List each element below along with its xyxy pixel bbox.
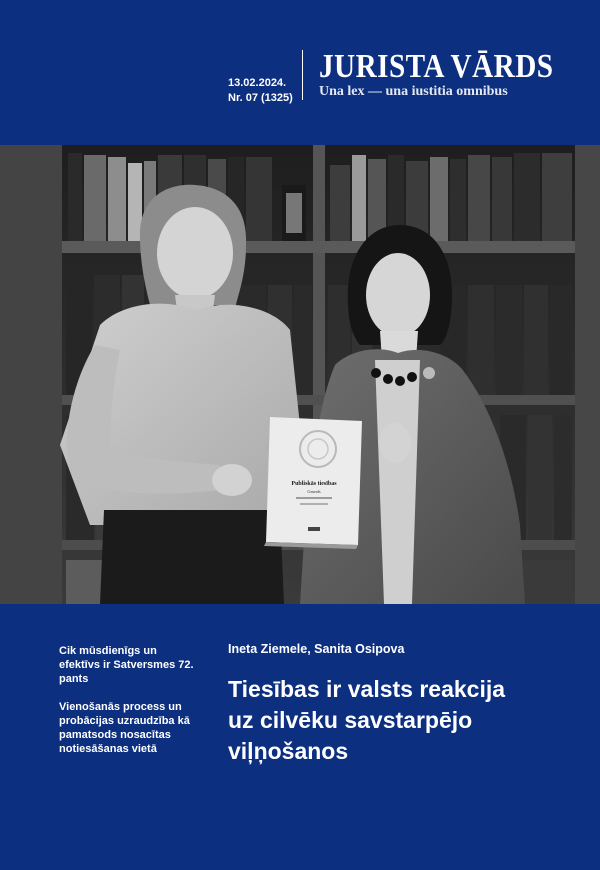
teaser-item: Cik mūsdienīgs un efektīvs ir Satversmes 72. pants	[59, 645, 194, 685]
story-headline	[228, 674, 588, 767]
brand-motto: Una lex — una iustitia omnibus	[319, 84, 508, 99]
issue-info	[228, 76, 293, 106]
story-authors: Ineta Ziemele, Sanita Osipova	[228, 642, 405, 656]
held-book	[264, 417, 362, 549]
headline-line: uz cilvēku savstarpējo	[228, 707, 473, 733]
headline-line: viļņošanos	[228, 738, 349, 764]
headline-line: Tiesības ir valsts reakcija	[228, 676, 506, 702]
held-book-subtitle: Grunds	[307, 489, 321, 494]
masthead	[0, 0, 600, 145]
issue-number: Nr. 07 (1325)	[228, 92, 293, 104]
teaser-item: Vienošanās process un probācijas uzraudzība kā pamatsods nosacītas notiesāšanas vietā	[59, 701, 190, 755]
issue-date: 13.02.2024.	[228, 77, 287, 89]
side-teasers	[59, 644, 199, 770]
cover-photo	[0, 145, 600, 604]
held-book-title: Publiskās tiesības	[291, 481, 337, 487]
masthead-divider	[302, 50, 303, 100]
brand-logo: JURISTA VĀRDS	[319, 48, 554, 85]
